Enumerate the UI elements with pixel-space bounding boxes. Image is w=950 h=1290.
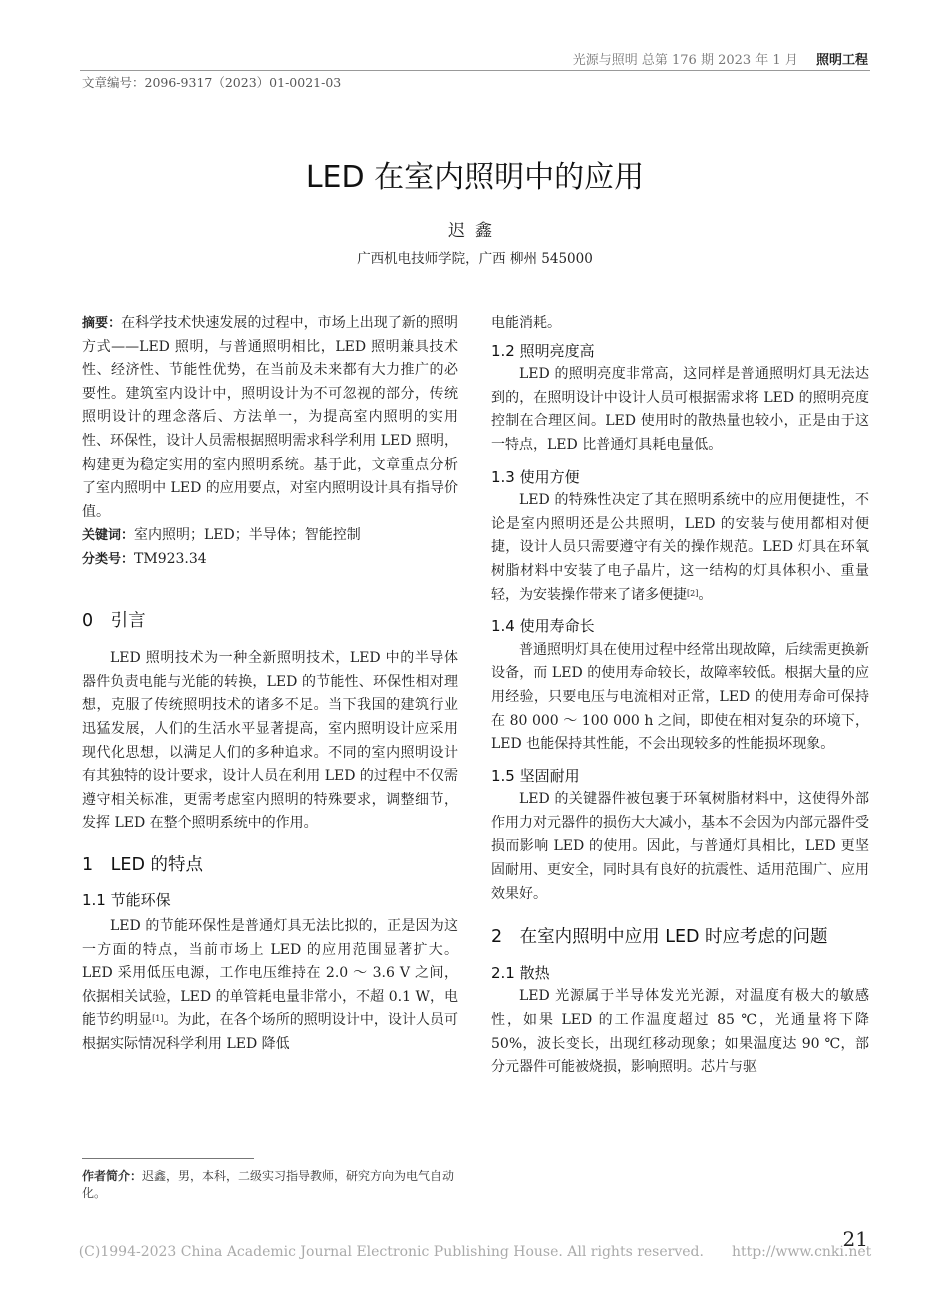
- section-1-1-paragraph: [82, 915, 458, 1057]
- author-name: 迟鑫: [448, 221, 502, 241]
- section-1-2-paragraph: LED 的照明亮度非常高，这同样是普通照明灯具无法达到的，在照明设计中设计人员可根据需求将 LED 的照明亮度控制在合理区间。LED 使用时的散热量也较小，正是由于这一特点，LED 比普通灯具耗电量低。: [491, 366, 869, 453]
- running-header: [573, 49, 868, 68]
- abstract-block: [82, 312, 458, 572]
- citation-ref: [1]: [152, 1014, 164, 1024]
- section-1-5-paragraph: LED 的关键器件被包裹于环氧树脂材料中，这使得外部作用力对元器件的损伤大大减小，基本不会因为内部元器件受损而影响 LED 的使用。因此，与普通灯具相比，LED 更坚固耐用、更安全，同时具有良好的抗震性、适用范围广、应用效果好。: [491, 791, 869, 902]
- section-2-1-paragraph: LED 光源属于半导体发光光源，对温度有极大的敏感性，如果 LED 的工作温度超过 85 ℃，光通量将下降 50%，波长变长，出现红移动现象；如果温度达 90 ℃，部分元器件可能被烧损，影响照明。芯片与驱: [491, 988, 869, 1076]
- section-1-5-heading: 1.5 坚固耐用: [491, 766, 580, 785]
- abstract-text: 在科学技术快速发展的过程中，市场上出现了新的照明方式——LED 照明，与普通照明相比，LED 照明兼具技术性、经济性、节能性优势，在当前及未来都有大力推广的必要性。建筑室内设计中，照明设计为不可忽视的部分，传统照明设计的理念落后、方法单一，为提高室内照明的实用性、环保性，设计人员需根据照明需求科学利用 LED 照明，构建更为稳定实用的室内照明系统。基于此，文章重点分析了室内照明中 LED 的应用要点，对室内照明设计具有指导价值。: [82, 315, 458, 520]
- left-column: [82, 312, 458, 1057]
- article-number: 文章编号：2096-9317（2023）01-0021-03: [82, 75, 342, 90]
- section-2-heading: 2 在室内照明中应用 LED 时应考虑的问题: [491, 927, 828, 948]
- section-1-3-paragraph: [491, 489, 869, 607]
- author-footnote: [82, 1168, 464, 1202]
- section-0-paragraph: LED 照明技术为一种全新照明技术，LED 中的半导体器件负责电能与光能的转换，LED 的节能性、环保性相对理想，克服了传统照明技术的诸多不足。当下我国的建筑行业迅猛发展，人们的生活水平显著提高，室内照明设计应采用现代化思想，以满足人们的多种追求。不同的室内照明设计有其独特的设计要求，设计人员在利用 LED 的过程中不仅需遵守相关标准，更需考虑室内照明的特殊要求，调整细节，发挥 LED 在整个照明系统中的作用。: [82, 650, 458, 832]
- citation-ref: [2]: [687, 588, 699, 598]
- section-name: 照明工程: [815, 53, 868, 68]
- class-number: TM923.34: [134, 550, 207, 567]
- section-2-1-heading: 2.1 散热: [491, 963, 550, 982]
- abstract: [82, 312, 458, 524]
- section-1-1-continuation: 电能消耗。: [491, 315, 561, 331]
- section-0-heading: 0 引言: [82, 610, 146, 631]
- header-rule: [80, 70, 870, 71]
- section-1-3-heading: 1.3 使用方便: [491, 467, 580, 486]
- paper-title: LED 在室内照明中的应用: [305, 160, 645, 195]
- affiliation: 广西机电技师学院，广西 柳州 545000: [357, 251, 593, 267]
- right-column: [491, 312, 869, 1080]
- section-1-heading: 1 LED 的特点: [82, 854, 203, 875]
- section-1-1-heading: 1.1 节能环保: [82, 891, 171, 910]
- page-number: 21: [842, 1227, 868, 1251]
- section-1-1-text-b: 。为此，在各个场所的照明设计中，设计人员可根据实际情况科学利用 LED 降低: [82, 1012, 459, 1053]
- footnote-text: 迟鑫，男，本科，二级实习指导教师，研究方向为电气自动化。: [82, 1169, 455, 1200]
- section-1-2-heading: 1.2 照明亮度高: [491, 341, 595, 360]
- journal-info: 光源与照明 总第 176 期 2023 年 1 月: [572, 53, 798, 68]
- keywords-label: 关键词：: [82, 528, 135, 544]
- section-1-1-text: LED 的节能环保性是普通灯具无法比拟的，正是因为这一方面的特点，当前市场上 LED 的应用范围显著扩大。LED 采用低压电源，工作电压维持在 2.0 ～ 3.6 V 之间，依据相关试验，LED 的单管耗电量非常小，不超 0.1 W，电能节约明显: [82, 918, 458, 1029]
- section-1-4-heading: 1.4 使用寿命长: [491, 617, 595, 636]
- section-1-4-paragraph: 普通照明灯具在使用过程中经常出现故障，后续需更换新设备，而 LED 的使用寿命较长，故障率较低。根据大量的应用经验，只要电压与电流相对正常，LED 的使用寿命可保持在 80 000 ～ 100 000 h 之间，即使在相对复杂的环境下，LED 也能保持其性能，不会出现较多的性能损坏现象。: [491, 641, 869, 753]
- copyright-watermark: (C)1994-2023 China Academic Journal Electronic Publishing House. All rights reserved. http://www.cnki.net: [78, 1244, 872, 1260]
- footnote-rule: [82, 1158, 254, 1159]
- footnote-label: 作者简介：: [82, 1169, 143, 1183]
- section-1-3-end: 。: [698, 586, 713, 603]
- abstract-label: 摘要：: [82, 316, 122, 331]
- classification: [82, 548, 458, 572]
- section-1-3-text: LED 的特殊性决定了其在照明系统中的应用便捷性，不论是室内照明还是公共照明，LED 的安装与使用都相对便捷，设计人员只需要遵守有关的操作规范。LED 灯具在环氧树脂材料中安装了电子晶片，这一结构的灯具体积小、重量轻，为安装操作带来了诸多便捷: [491, 492, 869, 603]
- class-label: 分类号：: [82, 551, 135, 567]
- keywords: [82, 524, 458, 548]
- keywords-text: 室内照明；LED；半导体；智能控制: [134, 527, 361, 544]
